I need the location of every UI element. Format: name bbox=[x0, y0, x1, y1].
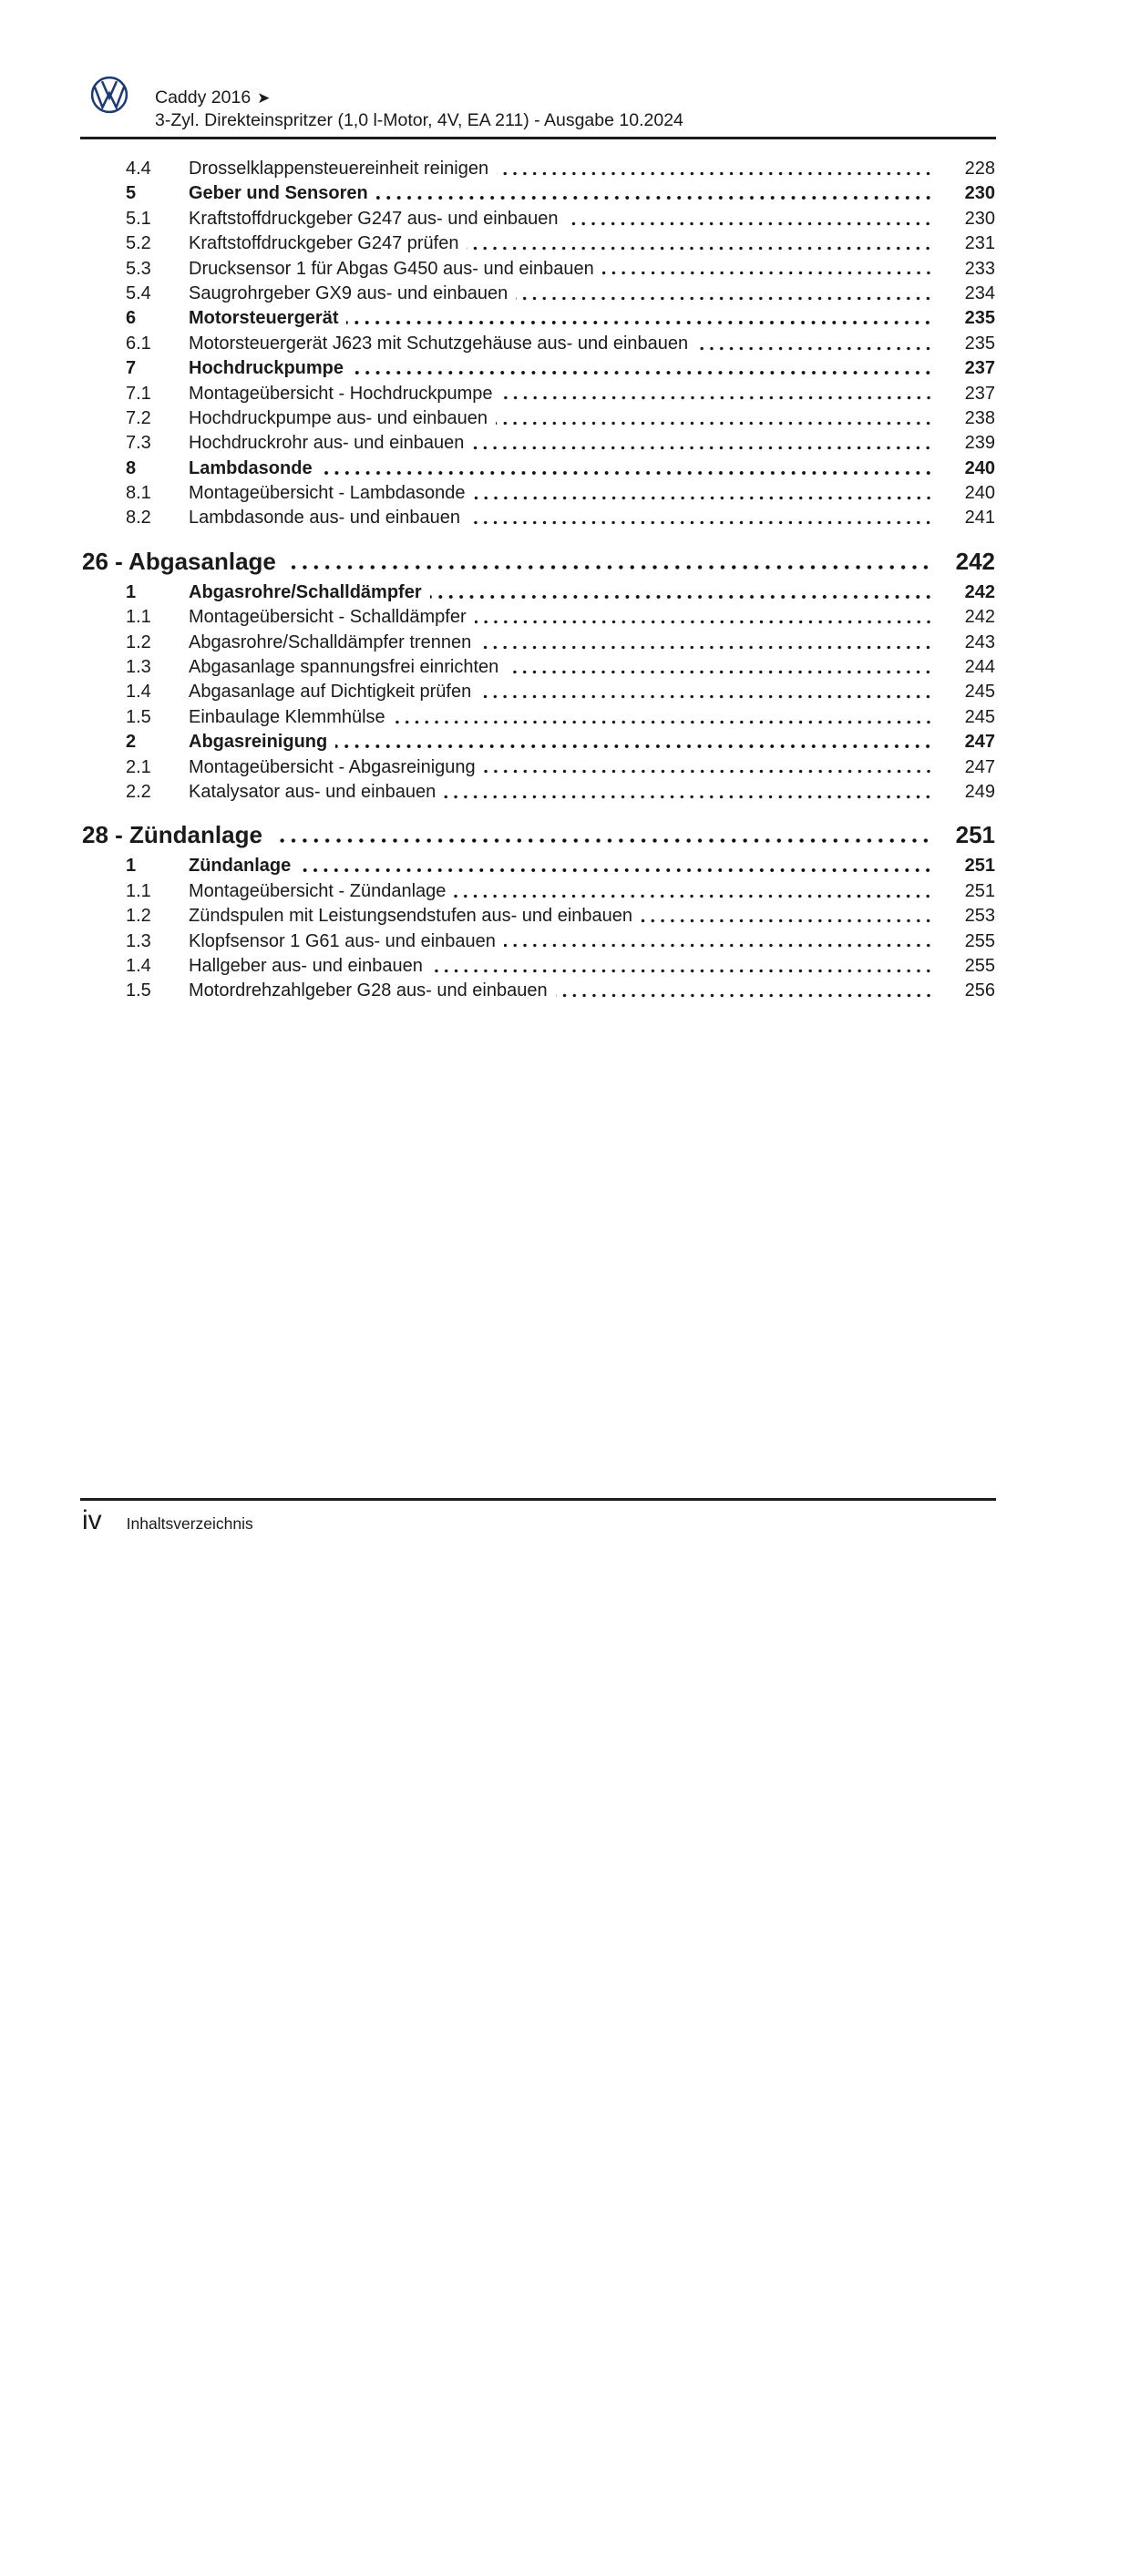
toc-entry bbox=[0, 406, 1130, 431]
toc-entry-number: 2.1 bbox=[126, 756, 151, 777]
toc-entry-page: 255 bbox=[948, 929, 995, 2527]
toc-entry-label: Einbaulage Klemmhülse bbox=[189, 706, 385, 727]
forward-arrow-icon: ➤ bbox=[257, 89, 271, 107]
toc-entry-label: Montageübersicht - Hochdruckpumpe bbox=[189, 383, 493, 404]
toc-entry bbox=[0, 457, 1130, 481]
toc-chapter-label: 28 - Zündanlage bbox=[82, 821, 262, 849]
toc-entry-number: 1.4 bbox=[126, 682, 151, 703]
toc-entry-number: 5 bbox=[126, 183, 137, 204]
dot-leader bbox=[696, 332, 935, 356]
toc-entry-number: 1.3 bbox=[126, 657, 151, 678]
dot-leader bbox=[287, 542, 933, 580]
dot-leader bbox=[273, 816, 933, 854]
toc-entry-page: 251 bbox=[948, 879, 995, 2477]
dot-leader bbox=[321, 457, 935, 481]
toc-chapter-page: 251 bbox=[948, 816, 995, 2413]
toc-entry-page: 247 bbox=[948, 755, 995, 2353]
toc-entry bbox=[0, 954, 1130, 979]
toc-entry-page: 237 bbox=[948, 382, 995, 1979]
toc-entry bbox=[0, 506, 1130, 530]
toc-entry-label: Saugrohrgeber GX9 aus- und einbauen bbox=[189, 282, 508, 303]
toc-entry-page: 253 bbox=[948, 904, 995, 2501]
toc-entry bbox=[0, 257, 1130, 282]
toc-entry-page: 247 bbox=[948, 730, 995, 2327]
toc-entry-page: 242 bbox=[948, 580, 995, 2178]
dot-leader bbox=[516, 282, 935, 306]
toc-entry-number: 1.1 bbox=[126, 880, 151, 901]
toc-entry-page: 234 bbox=[948, 282, 995, 1879]
toc-entry bbox=[0, 431, 1130, 456]
toc-entry-page: 231 bbox=[948, 231, 995, 1829]
dot-leader bbox=[479, 680, 935, 704]
footer-title: Inhaltsverzeichnis bbox=[126, 1514, 253, 1533]
toc-entry-label: Drucksensor 1 für Abgas G450 aus- und einbauen bbox=[189, 258, 594, 279]
header-divider bbox=[80, 137, 996, 139]
dot-leader bbox=[484, 755, 935, 780]
toc-entry-page: 235 bbox=[948, 306, 995, 1904]
toc-entry-page: 251 bbox=[948, 854, 995, 2451]
toc-entry bbox=[0, 332, 1130, 356]
vw-logo-icon bbox=[90, 76, 128, 114]
dot-leader bbox=[475, 605, 935, 630]
toc-entry bbox=[0, 979, 1130, 1003]
dot-leader bbox=[496, 406, 935, 431]
header bbox=[155, 87, 683, 132]
toc-entry-number: 2 bbox=[126, 732, 137, 753]
toc-entry-number: 1 bbox=[126, 581, 137, 602]
toc-entry-label: Zündspulen mit Leistungsendstufen aus- und einbauen bbox=[189, 906, 633, 927]
toc-entry-page: 241 bbox=[948, 506, 995, 2103]
toc-entry-label: Kraftstoffdruckgeber G247 aus- und einbauen bbox=[189, 208, 559, 229]
toc-entry-label: Abgasanlage auf Dichtigkeit prüfen bbox=[189, 682, 472, 703]
toc-entry-page: 238 bbox=[948, 406, 995, 2004]
toc-entry-number: 7.2 bbox=[126, 407, 151, 428]
toc-entry-label: Katalysator aus- und einbauen bbox=[189, 781, 437, 802]
toc-entry-page: 244 bbox=[948, 655, 995, 2253]
toc-entry-label: Montageübersicht - Lambdasonde bbox=[189, 483, 466, 504]
toc-entry bbox=[0, 655, 1130, 680]
toc-entry-label: Hochdruckrohr aus- und einbauen bbox=[189, 433, 465, 454]
dot-leader bbox=[556, 979, 935, 1003]
footer-page-number: iv bbox=[82, 1505, 102, 1535]
dot-leader bbox=[468, 506, 935, 530]
dot-leader bbox=[335, 730, 935, 754]
dot-leader bbox=[507, 655, 935, 680]
toc-entry-page: 249 bbox=[948, 780, 995, 2377]
toc-entry-page: 243 bbox=[948, 631, 995, 2228]
header-model-line bbox=[155, 87, 683, 109]
toc-entry-label: Lambdasonde aus- und einbauen bbox=[189, 508, 461, 529]
toc-entry-number: 4.4 bbox=[126, 159, 151, 179]
dot-leader bbox=[352, 356, 935, 381]
toc-entry-number: 5.3 bbox=[126, 258, 151, 279]
toc-entry-number: 1.1 bbox=[126, 607, 151, 628]
toc-entry-number: 2.2 bbox=[126, 781, 151, 802]
toc-entry-number: 1.2 bbox=[126, 906, 151, 927]
toc-entry bbox=[0, 306, 1130, 331]
model-title: Caddy 2016 bbox=[155, 87, 252, 108]
toc-entry-number: 6.1 bbox=[126, 333, 151, 354]
toc-chapter bbox=[0, 816, 1130, 854]
toc-entry-number: 1.5 bbox=[126, 980, 151, 1001]
dot-leader bbox=[394, 705, 935, 730]
toc-entry-page: 255 bbox=[948, 954, 995, 2551]
dot-leader bbox=[504, 929, 935, 954]
toc-entry-page: 240 bbox=[948, 481, 995, 2078]
toc-entry bbox=[0, 481, 1130, 506]
toc-entry bbox=[0, 157, 1130, 181]
toc-entry bbox=[0, 382, 1130, 406]
dot-leader bbox=[602, 257, 935, 282]
dot-leader bbox=[501, 382, 935, 406]
toc-entry-number: 5.1 bbox=[126, 208, 151, 229]
toc-entry-number: 8.2 bbox=[126, 508, 151, 529]
toc-entry-number: 8.1 bbox=[126, 483, 151, 504]
dot-leader bbox=[454, 879, 935, 904]
toc-entry-number: 5.2 bbox=[126, 233, 151, 254]
toc-entry-label: Abgasanlage spannungsfrei einrichten bbox=[189, 657, 499, 678]
toc-entry bbox=[0, 282, 1130, 306]
toc-entry-number: 1.4 bbox=[126, 955, 151, 976]
toc-entry bbox=[0, 680, 1130, 704]
dot-leader bbox=[472, 431, 935, 456]
toc-entry-page: 245 bbox=[948, 705, 995, 2303]
toc-entry-number: 1.2 bbox=[126, 631, 151, 652]
dot-leader bbox=[566, 207, 935, 231]
toc-entry-label: Motordrehzahlgeber G28 aus- und einbauen bbox=[189, 980, 548, 1001]
toc-entry-label: Montageübersicht - Zündanlage bbox=[189, 880, 447, 901]
toc-entry-label: Hochdruckpumpe bbox=[189, 358, 344, 379]
toc-entry-label: Abgasreinigung bbox=[189, 732, 328, 753]
toc-entry-label: Motorsteuergerät bbox=[189, 308, 339, 329]
toc-entry bbox=[0, 207, 1130, 231]
footer bbox=[82, 1505, 253, 1536]
toc-chapter-page: 242 bbox=[948, 542, 995, 2140]
toc-entry bbox=[0, 879, 1130, 904]
dot-leader bbox=[431, 954, 935, 979]
toc-entry-label: Hallgeber aus- und einbauen bbox=[189, 955, 423, 976]
dot-leader bbox=[444, 780, 935, 805]
toc-entry bbox=[0, 580, 1130, 605]
toc-entry bbox=[0, 854, 1130, 878]
toc-entry-page: 230 bbox=[948, 207, 995, 1804]
dot-leader bbox=[430, 580, 935, 605]
toc-entry-label: Zündanlage bbox=[189, 856, 292, 877]
toc-entry-number: 5.4 bbox=[126, 282, 151, 303]
toc-entry-page: 245 bbox=[948, 680, 995, 2277]
toc-entry-label: Lambdasonde bbox=[189, 457, 313, 478]
header-subtitle: 3-Zyl. Direkteinspritzer (1,0 l-Motor, 4V, EA 211) - Ausgabe 10.2024 bbox=[155, 110, 683, 130]
toc-entry-label: Abgasrohre/Schalldämpfer bbox=[189, 581, 422, 602]
toc-entry-label: Hochdruckpumpe aus- und einbauen bbox=[189, 407, 488, 428]
toc-entry-label: Drosselklappensteuereinheit reinigen bbox=[189, 159, 489, 179]
toc-entry-number: 1.3 bbox=[126, 930, 151, 951]
toc-entry bbox=[0, 705, 1130, 730]
toc-entry-number: 6 bbox=[126, 308, 137, 329]
toc-entry-page: 235 bbox=[948, 332, 995, 1929]
dot-leader bbox=[497, 157, 935, 181]
toc-entry bbox=[0, 631, 1130, 655]
toc-entry bbox=[0, 929, 1130, 954]
toc-entry bbox=[0, 730, 1130, 754]
toc-entry-label: Kraftstoffdruckgeber G247 prüfen bbox=[189, 233, 459, 254]
toc-entry-number: 7.1 bbox=[126, 383, 151, 404]
toc bbox=[0, 157, 1130, 1004]
dot-leader bbox=[299, 854, 935, 878]
toc-entry bbox=[0, 356, 1130, 381]
toc-entry-page: 230 bbox=[948, 181, 995, 1779]
toc-entry bbox=[0, 181, 1130, 206]
toc-entry-number: 1.5 bbox=[126, 706, 151, 727]
toc-chapter-label: 26 - Abgasanlage bbox=[82, 547, 276, 575]
toc-entry-number: 8 bbox=[126, 457, 137, 478]
footer-divider bbox=[80, 1498, 996, 1501]
toc-entry bbox=[0, 755, 1130, 780]
toc-entry-label: Motorsteuergerät J623 mit Schutzgehäuse aus- und einbauen bbox=[189, 333, 689, 354]
toc-entry-label: Klopfsensor 1 G61 aus- und einbauen bbox=[189, 930, 496, 951]
toc-entry-page: 240 bbox=[948, 457, 995, 2054]
dot-leader bbox=[641, 904, 935, 929]
toc-entry-number: 7 bbox=[126, 358, 137, 379]
dot-leader bbox=[467, 231, 935, 256]
toc-entry bbox=[0, 231, 1130, 256]
toc-entry-label: Montageübersicht - Abgasreinigung bbox=[189, 756, 476, 777]
toc-entry-label: Montageübersicht - Schalldämpfer bbox=[189, 607, 467, 628]
toc-entry bbox=[0, 780, 1130, 805]
dot-leader bbox=[376, 181, 935, 206]
dot-leader bbox=[479, 631, 935, 655]
toc-entry-page: 239 bbox=[948, 431, 995, 2028]
dot-leader bbox=[474, 481, 935, 506]
toc-entry-number: 7.3 bbox=[126, 433, 151, 454]
toc-entry-label: Abgasrohre/Schalldämpfer trennen bbox=[189, 631, 472, 652]
toc-entry bbox=[0, 904, 1130, 929]
toc-entry-page: 237 bbox=[948, 356, 995, 1954]
dot-leader bbox=[346, 306, 935, 331]
toc-chapter bbox=[0, 542, 1130, 580]
toc-entry-label: Geber und Sensoren bbox=[189, 183, 368, 204]
toc-entry-number: 1 bbox=[126, 856, 137, 877]
toc-entry-page: 256 bbox=[948, 979, 995, 2576]
toc-entry-page: 242 bbox=[948, 605, 995, 2202]
toc-entry-page: 233 bbox=[948, 257, 995, 1854]
toc-entry-page: 228 bbox=[948, 157, 995, 1754]
toc-entry bbox=[0, 605, 1130, 630]
